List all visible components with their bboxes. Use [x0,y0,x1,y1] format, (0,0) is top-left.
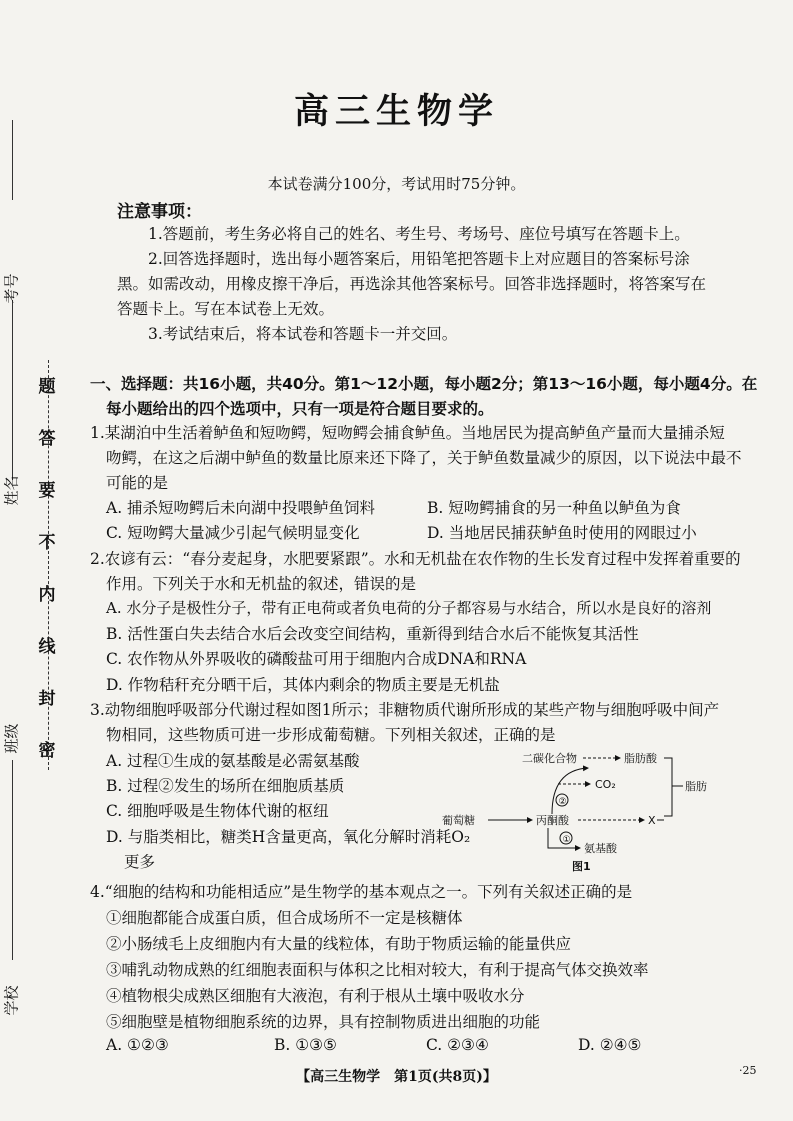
notice-line: 3.考试结束后，将本试卷和答题卡一并交回。 [148,325,458,343]
label-fatty-acid: 脂肪酸 [624,752,657,765]
page-mark: ·25 [739,1064,757,1077]
option-d: D. ②④⑤ [578,1036,642,1054]
question-stem: 3.动物细胞呼吸部分代谢过程如图1所示；非糖物质代谢所形成的某些产物与细胞呼吸中间产 [90,701,720,719]
option-a: A. 过程①生成的氨基酸是必需氨基酸 [106,752,360,770]
option-b: B. ①③⑤ [274,1036,337,1054]
seal-char: 封 [38,689,56,709]
binding-margin [0,0,70,1121]
statement-item: ①细胞都能合成蛋白质，但合成场所不一定是核糖体 [106,909,463,927]
section-heading: 一、选择题：共16小题，共40分。第1～12小题，每小题2分；第13～16小题，每小题4分。在 [90,375,758,393]
section-heading: 每小题给出的四个选项中，只有一项是符合题目要求的。 [106,400,494,418]
exam-info: 本试卷满分100分，考试用时75分钟。 [267,175,526,193]
class-label: 班级 [2,723,21,754]
bracket [664,758,672,816]
seal-char: 不 [38,533,56,553]
option-d: D. 与脂类相比，糖类H含量更高，氧化分解时消耗O₂ [106,828,471,846]
statement-item: ②小肠绒毛上皮细胞内有大量的线粒体，有助于物质运输的能量供应 [106,935,572,953]
option-c: C. ②③④ [426,1036,489,1054]
option-d: D. 当地居民捕获鲈鱼时使用的网眼过小 [427,524,697,542]
option-d: D. 作物秸秆充分晒干后，其体内剩余的物质主要是无机盐 [106,676,500,694]
seal-char: 要 [38,481,56,501]
question-stem: 作用。下列关于水和无机盐的叙述，错误的是 [106,575,417,593]
option-b: B. 短吻鳄捕食的另一种鱼以鲈鱼为食 [427,499,681,517]
label-glucose: 葡萄糖 [442,814,475,827]
page-footer: 【高三生物学 第1页(共8页)】 [296,1069,497,1085]
label-pyruvate: 丙酮酸 [536,814,569,827]
exam-number-label: 考号 [2,273,21,304]
binding-line [12,300,13,480]
notice-heading: 注意事项： [117,202,202,222]
label-co2: CO₂ [595,778,616,791]
option-c: C. 农作物从外界吸收的磷酸盐可用于细胞内合成DNA和RNA [106,650,527,668]
step-2-label: ② [558,797,567,807]
label-x: X [648,814,656,827]
option-a: A. 捕杀短吻鳄后未向湖中投喂鲈鱼饲料 [106,499,376,517]
label-amino-acid: 氨基酸 [584,842,617,855]
statement-item: ⑤细胞壁是植物细胞系统的边界，具有控制物质进出细胞的功能 [106,1013,541,1031]
notice-line: 2.回答选择题时，选出每小题答案后，用铅笔把答题卡上对应题目的答案标号涂 [148,250,690,268]
label-two-carbon-compound: 二碳化合物 [522,752,577,765]
figure-1-metabolism-diagram [440,746,710,876]
notice-line: 答题卡上。写在本试卷上无效。 [117,300,335,318]
option-c: C. 细胞呼吸是生物体代谢的枢纽 [106,802,329,820]
seal-char: 题 [38,377,56,397]
question-stem: 4.“细胞的结构和功能相适应”是生物学的基本观点之一。下列有关叙述正确的是 [90,883,633,901]
option-d-continued: 更多 [124,853,156,871]
option-b: B. 活性蛋白失去结合水后会改变空间结构，重新得到结合水后不能恢复其活性 [106,625,639,643]
statement-item: ③哺乳动物成熟的红细胞表面积与体积之比相对较大，有利于提高气体交换效率 [106,961,649,979]
seal-char: 内 [38,585,56,605]
label-fat: 脂肪 [685,780,707,793]
question-stem: 2.农谚有云：“春分麦起身，水肥要紧跟”。水和无机盐在农作物的生长发育过程中发挥着重要的 [90,550,741,568]
page-title: 高三生物学 [293,92,499,132]
statement-item: ④植物根尖成熟区细胞有大液泡，有利于根从土壤中吸收水分 [106,987,525,1005]
figure-caption: 图1 [572,860,591,873]
seal-char: 密 [38,741,56,761]
notice-line: 1.答题前，考生务必将自己的姓名、考生号、考场号、座位号填写在答题卡上。 [148,225,690,243]
option-a: A. ①②③ [106,1036,169,1054]
question-stem: 吻鳄，在这之后湖中鲈鱼的数量比原来还下降了，关于鲈鱼数量减少的原因，以下说法中最不 [106,449,742,467]
binding-line [12,760,13,960]
name-label: 姓名 [2,475,21,506]
question-stem: 物相同，这些物质可进一步形成葡萄糖。下列相关叙述，正确的是 [106,726,556,744]
seal-char: 线 [38,637,56,657]
step-1-label: ① [562,835,571,845]
school-label: 学校 [2,985,21,1016]
question-stem: 可能的是 [106,474,169,492]
option-a: A. 水分子是极性分子，带有正电荷或者负电荷的分子都容易与水结合，所以水是良好的溶剂 [106,599,712,617]
notice-line: 黑。如需改动，用橡皮擦干净后，再选涂其他答案标号。回答非选择题时，将答案写在 [117,275,707,293]
option-b: B. 过程②发生的场所在细胞质基质 [106,777,345,795]
seal-char: 答 [38,429,56,449]
question-stem: 1.某湖泊中生活着鲈鱼和短吻鳄，短吻鳄会捕食鲈鱼。当地居民为提高鲈鱼产量而大量捕杀短 [90,424,725,442]
arrow [552,768,588,814]
option-c: C. 短吻鳄大量减少引起气候明显变化 [106,524,360,542]
